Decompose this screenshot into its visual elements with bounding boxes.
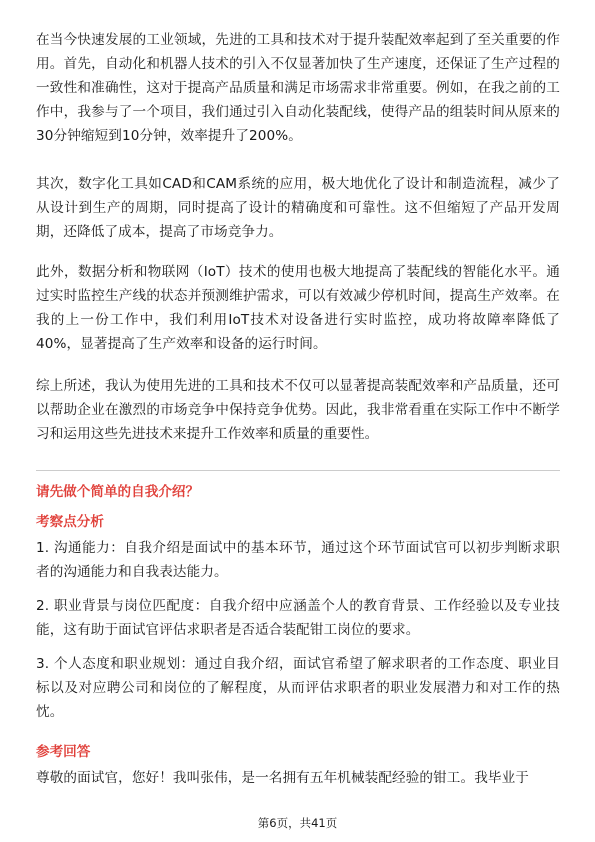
answer-heading: 参考回答 (36, 744, 91, 760)
answer-text: 尊敬的面试官，您好！我叫张伟，是一名拥有五年机械装配经验的钳工。我毕业于 (36, 770, 529, 786)
analysis-item-2: 2. 职业背景与岗位匹配度：自我介绍中应涵盖个人的教育背景、工作经验以及专业技能，这有助于面试官评估求职者是否适合装配钳工岗位的要求。 (36, 598, 560, 638)
intro-paragraph-3: 此外，数据分析和物联网（IoT）技术的使用也极大地提高了装配线的智能化水平。通过实时监控生产线的状态并预测维护需求，可以有效减少停机时间，提高生产效率。在我的上一份工作中，我们利用IoT技术对设备进行实时监控，成功将故障率降低了40%，显著提高了生产效率和设备的运行时间。 (36, 264, 560, 352)
page-footer: 第6页，共41页 (257, 816, 338, 830)
intro-paragraph-2: 其次，数字化工具如CAD和CAM系统的应用，极大地优化了设计和制造流程，减少了从设计到生产的周期，同时提高了设计的精确度和可靠性。这不但缩短了产品开发周期，还降低了成本，提高了市场竞争力。 (36, 176, 560, 240)
intro-paragraph-1: 在当今快速发展的工业领域，先进的工具和技术对于提升装配效率起到了至关重要的作用。首先，自动化和机器人技术的引入不仅显著加快了生产速度，还保证了生产过程的一致性和准确性，这对于提高产品质量和满足市场需求非常重要。例如，在我之前的工作中，我参与了一个项目，我们通过引入自动化装配线，使得产品的组装时间从原来的30分钟缩短到10分钟，效率提升了200%。 (36, 32, 560, 144)
section-divider (36, 470, 560, 471)
analysis-item-3: 3. 个人态度和职业规划：通过自我介绍，面试官希望了解求职者的工作态度、职业目标以及对应聘公司和岗位的了解程度，从而评估求职者的职业发展潜力和对工作的热忱。 (36, 656, 560, 720)
question-title: 请先做个简单的自我介绍？ (36, 484, 200, 500)
analysis-heading: 考察点分析 (36, 514, 104, 530)
analysis-item-1: 1. 沟通能力：自我介绍是面试中的基本环节，通过这个环节面试官可以初步判断求职者的沟通能力和自我表达能力。 (36, 540, 560, 580)
intro-paragraph-4: 综上所述，我认为使用先进的工具和技术不仅可以显著提高装配效率和产品质量，还可以帮助企业在激烈的市场竞争中保持竞争优势。因此，我非常看重在实际工作中不断学习和运用这些先进技术来提升工作效率和质量的重要性。 (36, 378, 560, 442)
